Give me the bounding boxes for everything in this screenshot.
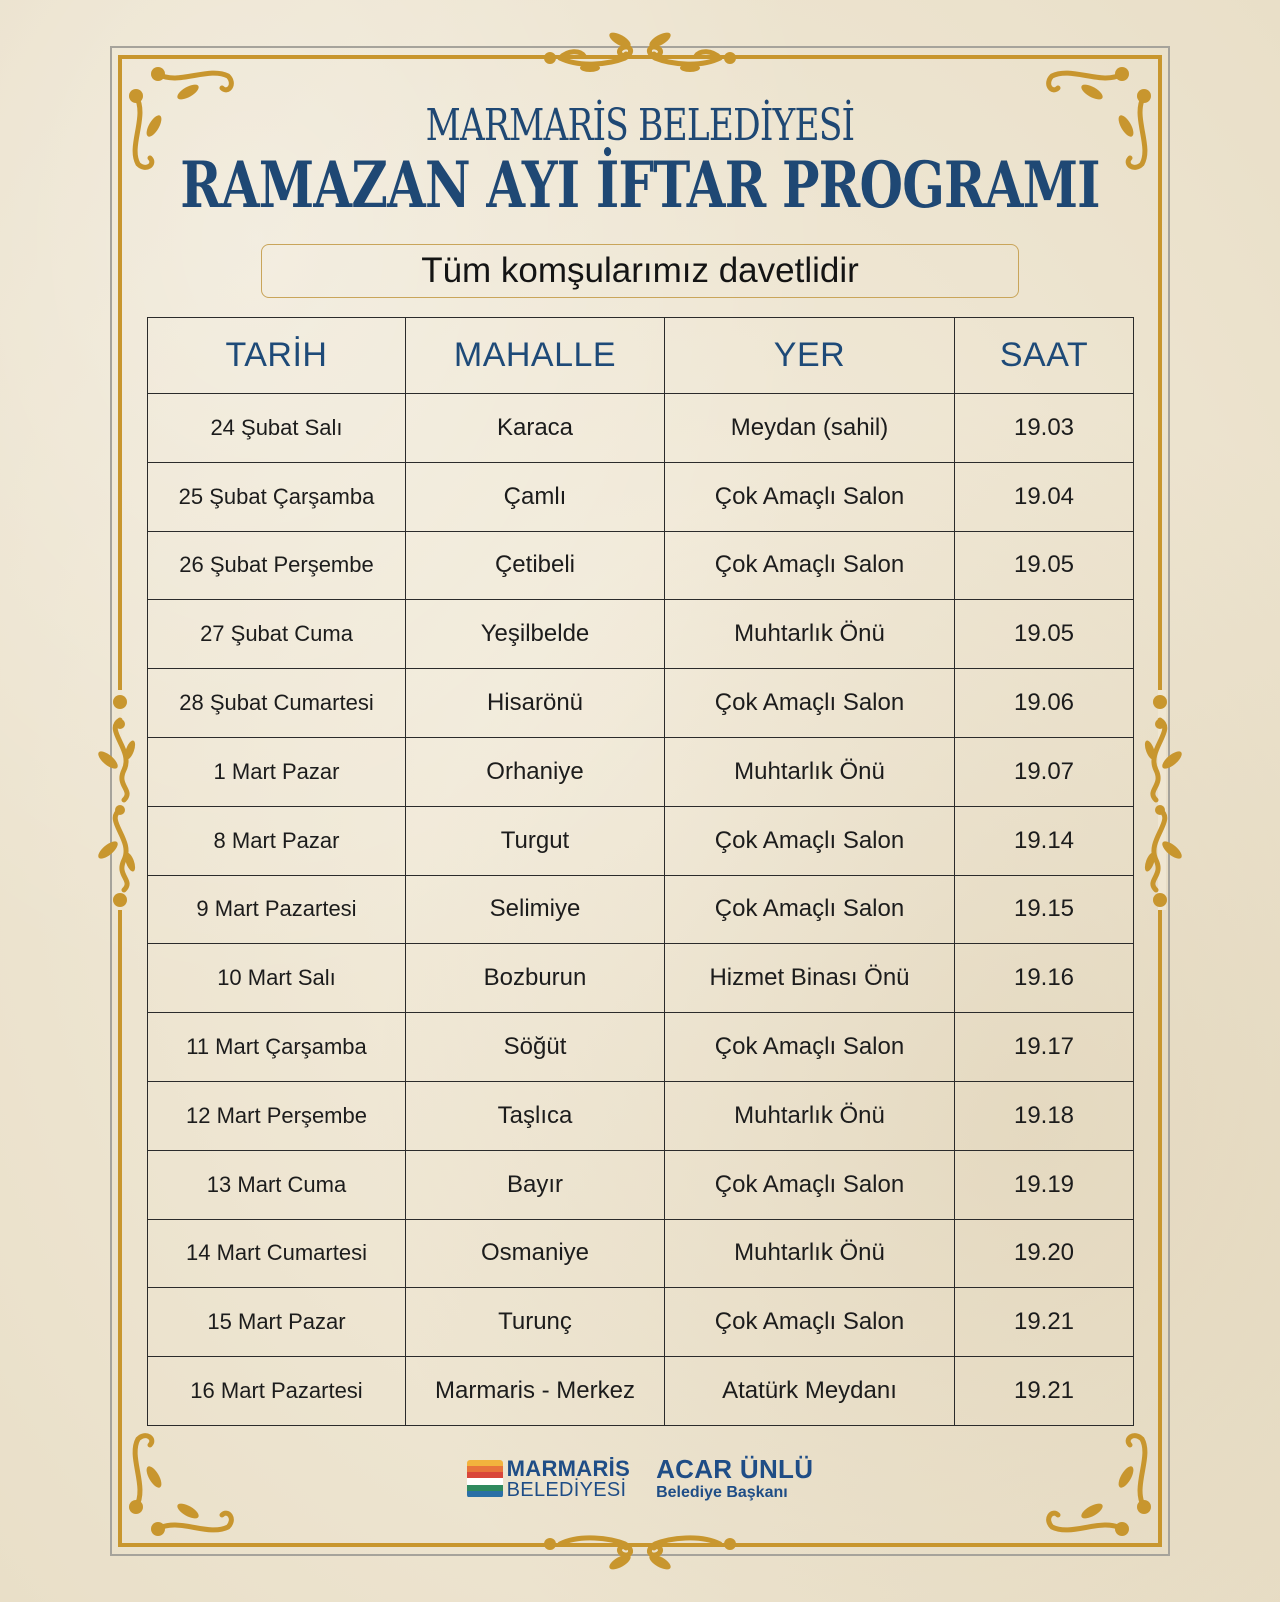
cell-neighborhood: Osmaniye	[406, 1219, 665, 1288]
table-row	[148, 1219, 1134, 1288]
cell-time: 19.16	[955, 944, 1134, 1013]
column-header-time: SAAT	[955, 318, 1134, 394]
mayor-role: Belediye Başkanı	[656, 1484, 788, 1501]
column-header-neighborhood: MAHALLE	[406, 318, 665, 394]
column-header-date: TARİH	[148, 318, 406, 394]
cell-neighborhood: Turgut	[406, 806, 665, 875]
logo-line-2: BELEDİYESİ	[506, 1478, 627, 1501]
cell-place: Çok Amaçlı Salon	[665, 1013, 955, 1082]
invitation-text: Tüm komşularımız davetlidir	[421, 251, 859, 290]
cell-neighborhood: Taşlıca	[406, 1081, 665, 1150]
cell-neighborhood: Orhaniye	[406, 737, 665, 806]
table-row	[148, 806, 1134, 875]
table-row	[148, 531, 1134, 600]
cell-time: 19.14	[955, 806, 1134, 875]
table-row	[148, 1357, 1134, 1426]
cell-time: 19.21	[955, 1357, 1134, 1426]
cell-neighborhood: Yeşilbelde	[406, 600, 665, 669]
cell-place: Çok Amaçlı Salon	[665, 875, 955, 944]
ornament-top-center-icon	[520, 28, 760, 78]
cell-place: Hizmet Binası Önü	[665, 944, 955, 1013]
table-row	[148, 1150, 1134, 1219]
cell-date: 15 Mart Pazar	[148, 1288, 406, 1357]
table-row	[148, 394, 1134, 463]
cell-date: 25 Şubat Çarşamba	[148, 462, 406, 531]
table-row	[148, 1081, 1134, 1150]
cell-place: Çok Amaçlı Salon	[665, 669, 955, 738]
iftar-schedule-table	[147, 317, 1134, 1426]
cell-time: 19.04	[955, 462, 1134, 531]
cell-date: 16 Mart Pazartesi	[148, 1357, 406, 1426]
cell-time: 19.07	[955, 737, 1134, 806]
table-row	[148, 737, 1134, 806]
cell-date: 13 Mart Cuma	[148, 1150, 406, 1219]
cell-place: Çok Amaçlı Salon	[665, 1288, 955, 1357]
cell-time: 19.05	[955, 600, 1134, 669]
table-row	[148, 1013, 1134, 1082]
page-title: RAMAZAN AYI İFTAR PROGRAMI	[180, 148, 1100, 223]
cell-date: 27 Şubat Cuma	[148, 600, 406, 669]
cell-time: 19.18	[955, 1081, 1134, 1150]
municipality-emblem-icon	[467, 1460, 503, 1498]
column-header-place: YER	[665, 318, 955, 394]
logo-line-1: MARMARİS	[506, 1455, 631, 1481]
cell-time: 19.17	[955, 1013, 1134, 1082]
table-row	[148, 1288, 1134, 1357]
cell-time: 19.05	[955, 531, 1134, 600]
municipality-logo	[467, 1455, 631, 1501]
cell-time: 19.06	[955, 669, 1134, 738]
cell-date: 8 Mart Pazar	[148, 806, 406, 875]
table-row	[148, 669, 1134, 738]
cell-neighborhood: Karaca	[406, 394, 665, 463]
cell-place: Muhtarlık Önü	[665, 600, 955, 669]
table-row	[148, 944, 1134, 1013]
cell-place: Çok Amaçlı Salon	[665, 462, 955, 531]
table-header-row	[148, 318, 1134, 394]
table-row	[148, 600, 1134, 669]
cell-time: 19.15	[955, 875, 1134, 944]
cell-neighborhood: Marmaris - Merkez	[406, 1357, 665, 1426]
cell-neighborhood: Selimiye	[406, 875, 665, 944]
cell-place: Muhtarlık Önü	[665, 1219, 955, 1288]
cell-neighborhood: Çetibeli	[406, 531, 665, 600]
cell-date: 28 Şubat Cumartesi	[148, 669, 406, 738]
invitation-banner	[261, 244, 1019, 298]
cell-date: 11 Mart Çarşamba	[148, 1013, 406, 1082]
mayor-name: ACAR ÜNLÜ	[656, 1454, 814, 1484]
cell-time: 19.21	[955, 1288, 1134, 1357]
footer-logos	[0, 1456, 1280, 1501]
table-row	[148, 462, 1134, 531]
ornament-left-side-icon	[94, 690, 144, 910]
cell-date: 12 Mart Perşembe	[148, 1081, 406, 1150]
cell-date: 14 Mart Cumartesi	[148, 1219, 406, 1288]
ornament-right-side-icon	[1136, 690, 1186, 910]
cell-time: 19.19	[955, 1150, 1134, 1219]
cell-time: 19.20	[955, 1219, 1134, 1288]
cell-place: Meydan (sahil)	[665, 394, 955, 463]
cell-place: Muhtarlık Önü	[665, 737, 955, 806]
table-row	[148, 875, 1134, 944]
cell-neighborhood: Çamlı	[406, 462, 665, 531]
mayor-signature	[656, 1456, 813, 1501]
cell-date: 1 Mart Pazar	[148, 737, 406, 806]
cell-place: Çok Amaçlı Salon	[665, 1150, 955, 1219]
cell-neighborhood: Bozburun	[406, 944, 665, 1013]
cell-neighborhood: Turunç	[406, 1288, 665, 1357]
cell-neighborhood: Bayır	[406, 1150, 665, 1219]
ornament-bottom-center-icon	[520, 1524, 760, 1574]
cell-neighborhood: Hisarönü	[406, 669, 665, 738]
cell-date: 24 Şubat Salı	[148, 394, 406, 463]
cell-date: 9 Mart Pazartesi	[148, 875, 406, 944]
cell-time: 19.03	[955, 394, 1134, 463]
cell-date: 10 Mart Salı	[148, 944, 406, 1013]
cell-place: Çok Amaçlı Salon	[665, 531, 955, 600]
cell-date: 26 Şubat Perşembe	[148, 531, 406, 600]
cell-place: Muhtarlık Önü	[665, 1081, 955, 1150]
organization-title: MARMARİS BELEDİYESİ	[425, 100, 855, 151]
cell-place: Çok Amaçlı Salon	[665, 806, 955, 875]
cell-place: Atatürk Meydanı	[665, 1357, 955, 1426]
cell-neighborhood: Söğüt	[406, 1013, 665, 1082]
